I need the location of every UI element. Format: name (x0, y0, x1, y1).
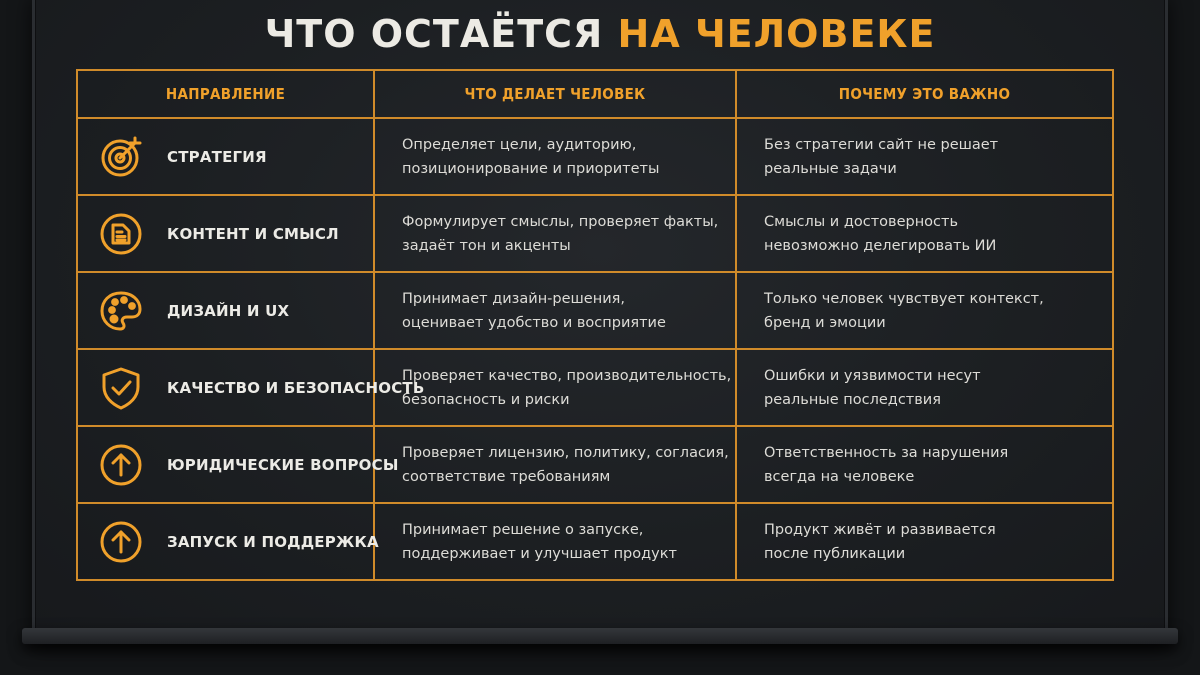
direction-label: ЮРИДИЧЕСКИЕ ВОПРОСЫ (167, 455, 399, 474)
direction-cell (77, 503, 379, 580)
does-cell (374, 503, 736, 580)
why-cell (736, 426, 1113, 503)
why-line: реальные задачи (764, 160, 897, 177)
table-row (77, 426, 1113, 503)
why-line: невозможно делегировать ИИ (764, 237, 997, 254)
does-line: Проверяет лицензию, политику, согласия, (402, 444, 729, 461)
table-row (77, 118, 1113, 195)
direction-label: КАЧЕСТВО И БЕЗОПАСНОСТЬ (167, 378, 425, 397)
does-line: Определяет цели, аудиторию, (402, 136, 637, 153)
direction-label: ДИЗАЙН И UX (167, 301, 290, 320)
why-cell (736, 503, 1113, 580)
why-line: Ошибки и уязвимости несут (764, 367, 981, 384)
why-line: реальные последствия (764, 391, 941, 408)
direction-cell (77, 272, 374, 349)
direction-cell (77, 426, 399, 503)
header-why-important: ПОЧЕМУ ЭТО ВАЖНО (736, 70, 1113, 118)
does-line: безопасность и риски (402, 391, 570, 408)
document-icon (99, 212, 143, 256)
responsibility-table (76, 69, 1114, 581)
board-ledge (22, 628, 1178, 644)
does-cell (374, 426, 736, 503)
why-line: Смыслы и достоверность (764, 213, 959, 230)
table-row (77, 195, 1113, 272)
title-part-white: ЧТО ОСТАЁТСЯ (264, 12, 604, 56)
does-line: Принимает решение о запуске, (402, 521, 644, 538)
does-cell (374, 272, 736, 349)
why-cell (736, 195, 1113, 272)
arrow-up-icon (99, 443, 143, 487)
does-line: Принимает дизайн-решения, (402, 290, 625, 307)
direction-cell (77, 118, 374, 195)
direction-label: КОНТЕНТ И СМЫСЛ (167, 224, 339, 243)
why-line: Ответственность за нарушения (764, 444, 1009, 461)
direction-cell (77, 195, 374, 272)
why-cell (736, 272, 1113, 349)
table-row (77, 272, 1113, 349)
does-line: соответствие требованиям (402, 468, 611, 485)
does-line: позиционирование и приоритеты (402, 160, 660, 177)
page-title (0, 8, 1200, 60)
does-cell (374, 349, 736, 426)
why-line: Без стратегии сайт не решает (764, 136, 999, 153)
table-header-row (77, 70, 1113, 118)
direction-cell (77, 349, 425, 426)
why-line: после публикации (764, 545, 906, 562)
why-line: Только человек чувствует контекст, (764, 290, 1044, 307)
why-line: бренд и эмоции (764, 314, 886, 331)
table-row (77, 503, 1113, 580)
does-line: задаёт тон и акценты (402, 237, 571, 254)
does-line: Формулирует смыслы, проверяет факты, (402, 213, 719, 230)
does-line: поддерживает и улучшает продукт (402, 545, 677, 562)
arrow-up-icon (99, 520, 143, 564)
title-part-accent: НА ЧЕЛОВЕКЕ (617, 12, 936, 56)
header-direction: НАПРАВЛЕНИЕ (77, 70, 374, 118)
why-line: всегда на человеке (764, 468, 915, 485)
does-line: Проверяет качество, производительность, (402, 367, 732, 384)
header-what-human-does: ЧТО ДЕЛАЕТ ЧЕЛОВЕК (374, 70, 736, 118)
palette-icon (99, 289, 143, 333)
shield-check-icon (99, 366, 143, 410)
direction-label: ЗАПУСК И ПОДДЕРЖКА (167, 532, 379, 551)
why-cell (736, 118, 1113, 195)
why-cell (736, 349, 1113, 426)
table-row (77, 349, 1113, 426)
does-cell (374, 118, 736, 195)
direction-label: СТРАТЕГИЯ (167, 147, 267, 166)
why-line: Продукт живёт и развивается (764, 521, 996, 538)
does-line: оценивает удобство и восприятие (402, 314, 666, 331)
target-icon (99, 135, 143, 179)
does-cell (374, 195, 736, 272)
